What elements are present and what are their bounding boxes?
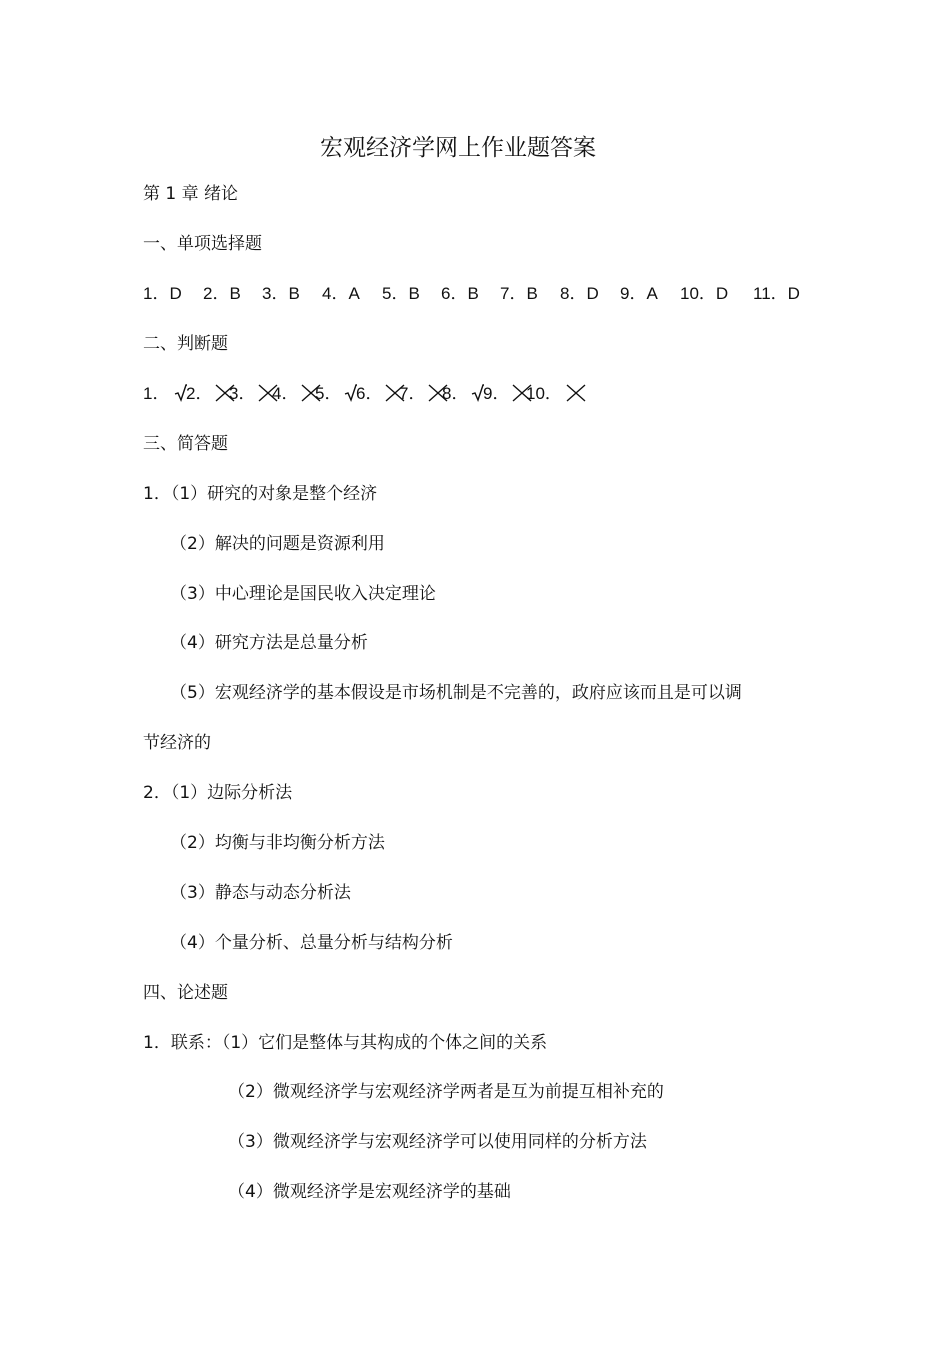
document-title: 宏观经济学网上作业题答案 [320,135,596,161]
tf-number: 6． [356,384,383,403]
mc-answer: 11．D [753,284,800,303]
tf-number: 5． [315,384,342,403]
answer-line: 节经济的 [143,733,211,753]
section-heading-true-false: 二、判断题 [143,334,228,354]
mc-answer: 1．D [143,284,182,303]
chapter-heading: 第 1 章 绪论 [143,184,239,204]
answer-line: 1．联系：（1）它们是整体与其构成的个体之间的关系 [143,1033,548,1053]
mc-answer: 3．B [262,284,300,303]
answer-line: （2）微观经济学与宏观经济学两者是互为前提互相补充的 [228,1082,664,1102]
tf-number: 1． [143,384,170,403]
answer-line: （4）个量分析、总量分析与结构分析 [170,933,453,953]
answer-line: （2）均衡与非均衡分析方法 [170,833,385,853]
mc-answer: 4．A [322,284,360,303]
tf-number: 4． [272,384,299,403]
answer-line: （3）微观经济学与宏观经济学可以使用同样的分析方法 [228,1132,647,1152]
answer-line: （4）微观经济学是宏观经济学的基础 [228,1182,511,1202]
tf-number: 9． [483,384,510,403]
tf-number: 2． [186,384,213,403]
section-heading-essay: 四、论述题 [143,983,228,1003]
answer-line: （3）静态与动态分析法 [170,883,351,903]
cross-icon [565,383,587,403]
mc-answer: 6．B [441,284,479,303]
answer-line: （3）中心理论是国民收入决定理论 [170,584,436,604]
mc-answer: 8．D [560,284,599,303]
mc-answer: 5．B [382,284,420,303]
section-heading-multiple-choice: 一、单项选择题 [143,234,262,254]
tf-number: 3． [229,384,256,403]
mc-answer: 10．D [680,284,729,303]
answer-line: 1．（1）研究的对象是整个经济 [143,484,378,504]
section-heading-short-answer: 三、简答题 [143,434,228,454]
tf-number: 10． [526,384,562,403]
answer-line: （5）宏观经济学的基本假设是市场机制是不完善的，政府应该而且是可以调 [170,683,742,703]
mc-answer: 2．B [203,284,241,303]
answer-line: （2）解决的问题是资源利用 [170,534,385,554]
tf-number: 8． [442,384,469,403]
answer-line: （4）研究方法是总量分析 [170,633,368,653]
answer-line: 2．（1）边际分析法 [143,783,293,803]
tf-number: 7． [399,384,426,403]
mc-answer: 7．B [500,284,538,303]
mc-answer: 9．A [620,284,658,303]
